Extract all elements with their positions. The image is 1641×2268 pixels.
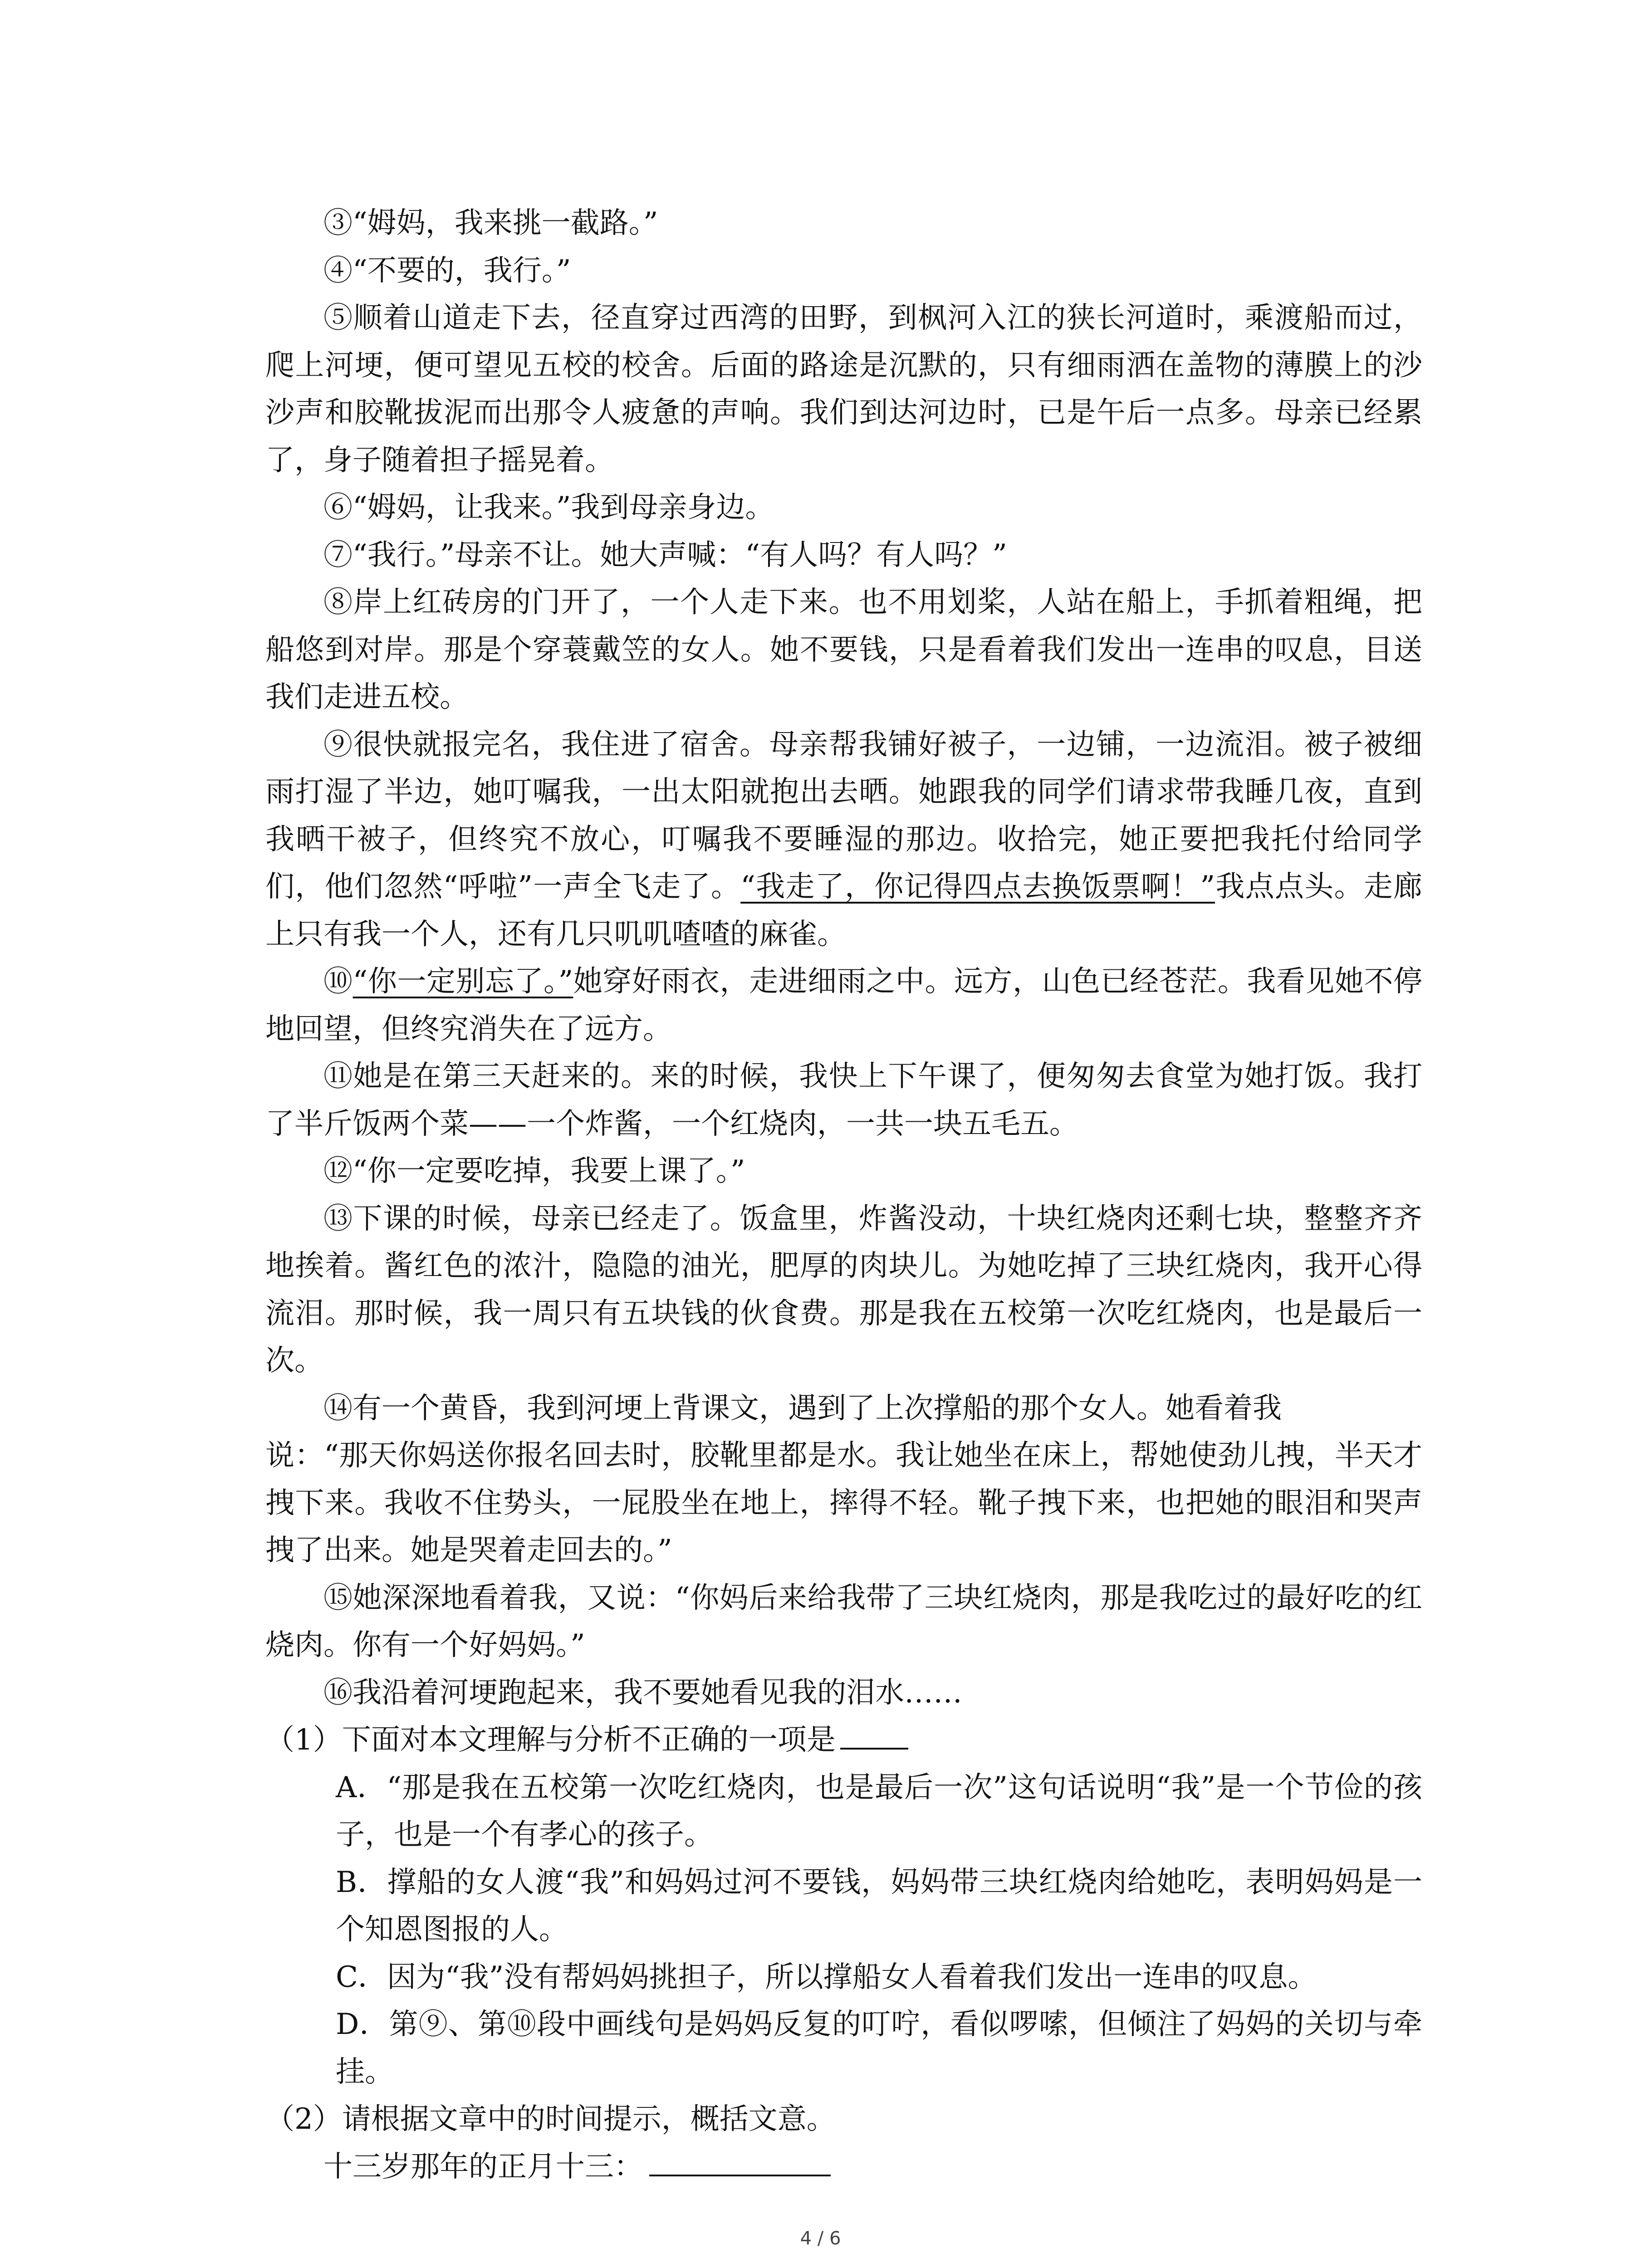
paragraph-5: ⑤顺着山道走下去，径直穿过西湾的田野，到枫河入江的狭长河道时，乘渡船而过，爬上河埂，便可望见五校的校舍。后面的路途是沉默的，只有细雨洒在盖物的薄膜上的沙沙声和胶靴拔泥而出那令人疲惫的声响。我们到达河边时，已是午后一点多。母亲已经累了，身子随着担子摇晃着。 — [265, 301, 1422, 477]
answer-blank-2[interactable] — [649, 2147, 831, 2176]
paragraph-10-underlined-sentence: “你一定别忘了。” — [353, 965, 573, 998]
question-1-stem — [265, 1716, 1422, 1764]
question-1-text: （1）下面对本文理解与分析不正确的一项是 — [265, 1723, 836, 1757]
paragraph-6: ⑥“姆妈，让我来。”我到母亲身边。 — [323, 491, 774, 524]
question-2-stem: （2）请根据文章中的时间提示，概括文意。 — [265, 2102, 836, 2136]
paragraph-15: ⑮她深深地看着我，又说：“你妈后来给我带了三块红烧肉，那是我吃过的最好吃的红烧肉。你有一个好妈妈。” — [265, 1581, 1422, 1662]
paragraph-14-continued: 说：“那天你妈送你报名回去时，胶靴里都是水。我让她坐在床上，帮她使劲儿拽，半天才拽下来。我收不住势头，一屁股坐在地上，摔得不轻。靴子拽下来，也把她的眼泪和哭声拽了出来。她是哭着走回去的。” — [265, 1439, 1422, 1567]
paragraph-3: ③“姆妈，我来挑一截路。” — [323, 206, 658, 240]
paragraph-10 — [265, 958, 1422, 1053]
paragraph-8: ⑧岸上红砖房的门开了，一个人走下来。也不用划桨，人站在船上，手抓着粗绳，把船悠到对岸。那是个穿蓑戴笠的女人。她不要钱，只是看着我们发出一连串的叹息，目送我们走进五校。 — [265, 586, 1422, 714]
paragraph-10-text: 她穿好雨衣，走进细雨之中。远方，山色已经苍茫。我看见她不停地回望，但终究消失在了远方。 — [265, 965, 1423, 1046]
answer-blank-1[interactable] — [840, 1721, 908, 1750]
question-2-prompt: 十三岁那年的正月十三： — [323, 2150, 643, 2184]
paragraph-9-text-a: ⑨很快就报完名，我住进了宿舍。母亲帮我铺好被子，一边铺，一边流泪。被子被细雨打湿了半边，她叮嘱我，一出太阳就抱出去晒。她跟我的同学们请求带我睡几夜，直到我晒干被子，但终究不放心，叮嘱我不要睡湿的那边。收拾完，她正要把我托付给同学们，他们忽然“呼啦”一声全飞走了。 — [265, 728, 1422, 904]
question-1-option-b: B．撑船的女人渡“我”和妈妈过河不要钱，妈妈带三块红烧肉给她吃，表明妈妈是一个知恩图报的人。 — [336, 1865, 1422, 1946]
paragraph-12: ⑫“你一定要吃掉，我要上课了。” — [323, 1154, 745, 1188]
paragraph-4: ④“不要的，我行。” — [323, 254, 571, 288]
question-1-option-d: D．第⑨、第⑩段中画线句是妈妈反复的叮咛，看似啰嗦，但倾注了妈妈的关切与牵挂。 — [336, 2008, 1422, 2089]
paragraph-9-text-b: 我点点头。走廊上只有我一个人，还有几只叽叽喳喳的麻雀。 — [265, 870, 1423, 951]
paragraph-13: ⑬下课的时候，母亲已经走了。饭盒里，炸酱没动，十块红烧肉还剩七块，整整齐齐地挨着。酱红色的浓汁，隐隐的油光，肥厚的肉块儿。为她吃掉了三块红烧肉，我开心得流泪。那时候，我一周只有五块钱的伙食费。那是我在五校第一次吃红烧肉，也是最后一次。 — [265, 1202, 1422, 1378]
paragraph-9-underlined-sentence: “我走了，你记得四点去换饭票啊！” — [740, 870, 1215, 904]
page-number: 4 / 6 — [800, 2228, 841, 2249]
paragraph-7: ⑦“我行。”母亲不让。她大声喊：“有人吗？有人吗？” — [323, 538, 1007, 572]
paragraph-9 — [265, 721, 1422, 958]
paragraph-11: ⑪她是在第三天赶来的。来的时候，我快上下午课了，便匆匆去食堂为她打饭。我打了半斤饭两个菜——一个炸酱，一个红烧肉，一共一块五毛五。 — [265, 1060, 1422, 1141]
question-1-option-a: A．“那是我在五校第一次吃红烧肉，也是最后一次”这句话说明“我”是一个节俭的孩子，也是一个有孝心的孩子。 — [336, 1770, 1422, 1852]
paragraph-14-first-line: ⑭有一个黄昏，我到河埂上背课文，遇到了上次撑船的那个女人。她看着我 — [323, 1391, 1282, 1425]
paragraph-10-number: ⑩ — [323, 965, 353, 998]
question-1-option-c: C．因为“我”没有帮妈妈挑担子，所以撑船女人看着我们发出一连串的叹息。 — [336, 1960, 1317, 1994]
reading-passage — [265, 200, 1422, 2190]
question-2-prompt-line — [265, 2143, 1422, 2191]
paragraph-16: ⑯我沿着河埂跑起来，我不要她看见我的泪水…… — [323, 1676, 962, 1710]
